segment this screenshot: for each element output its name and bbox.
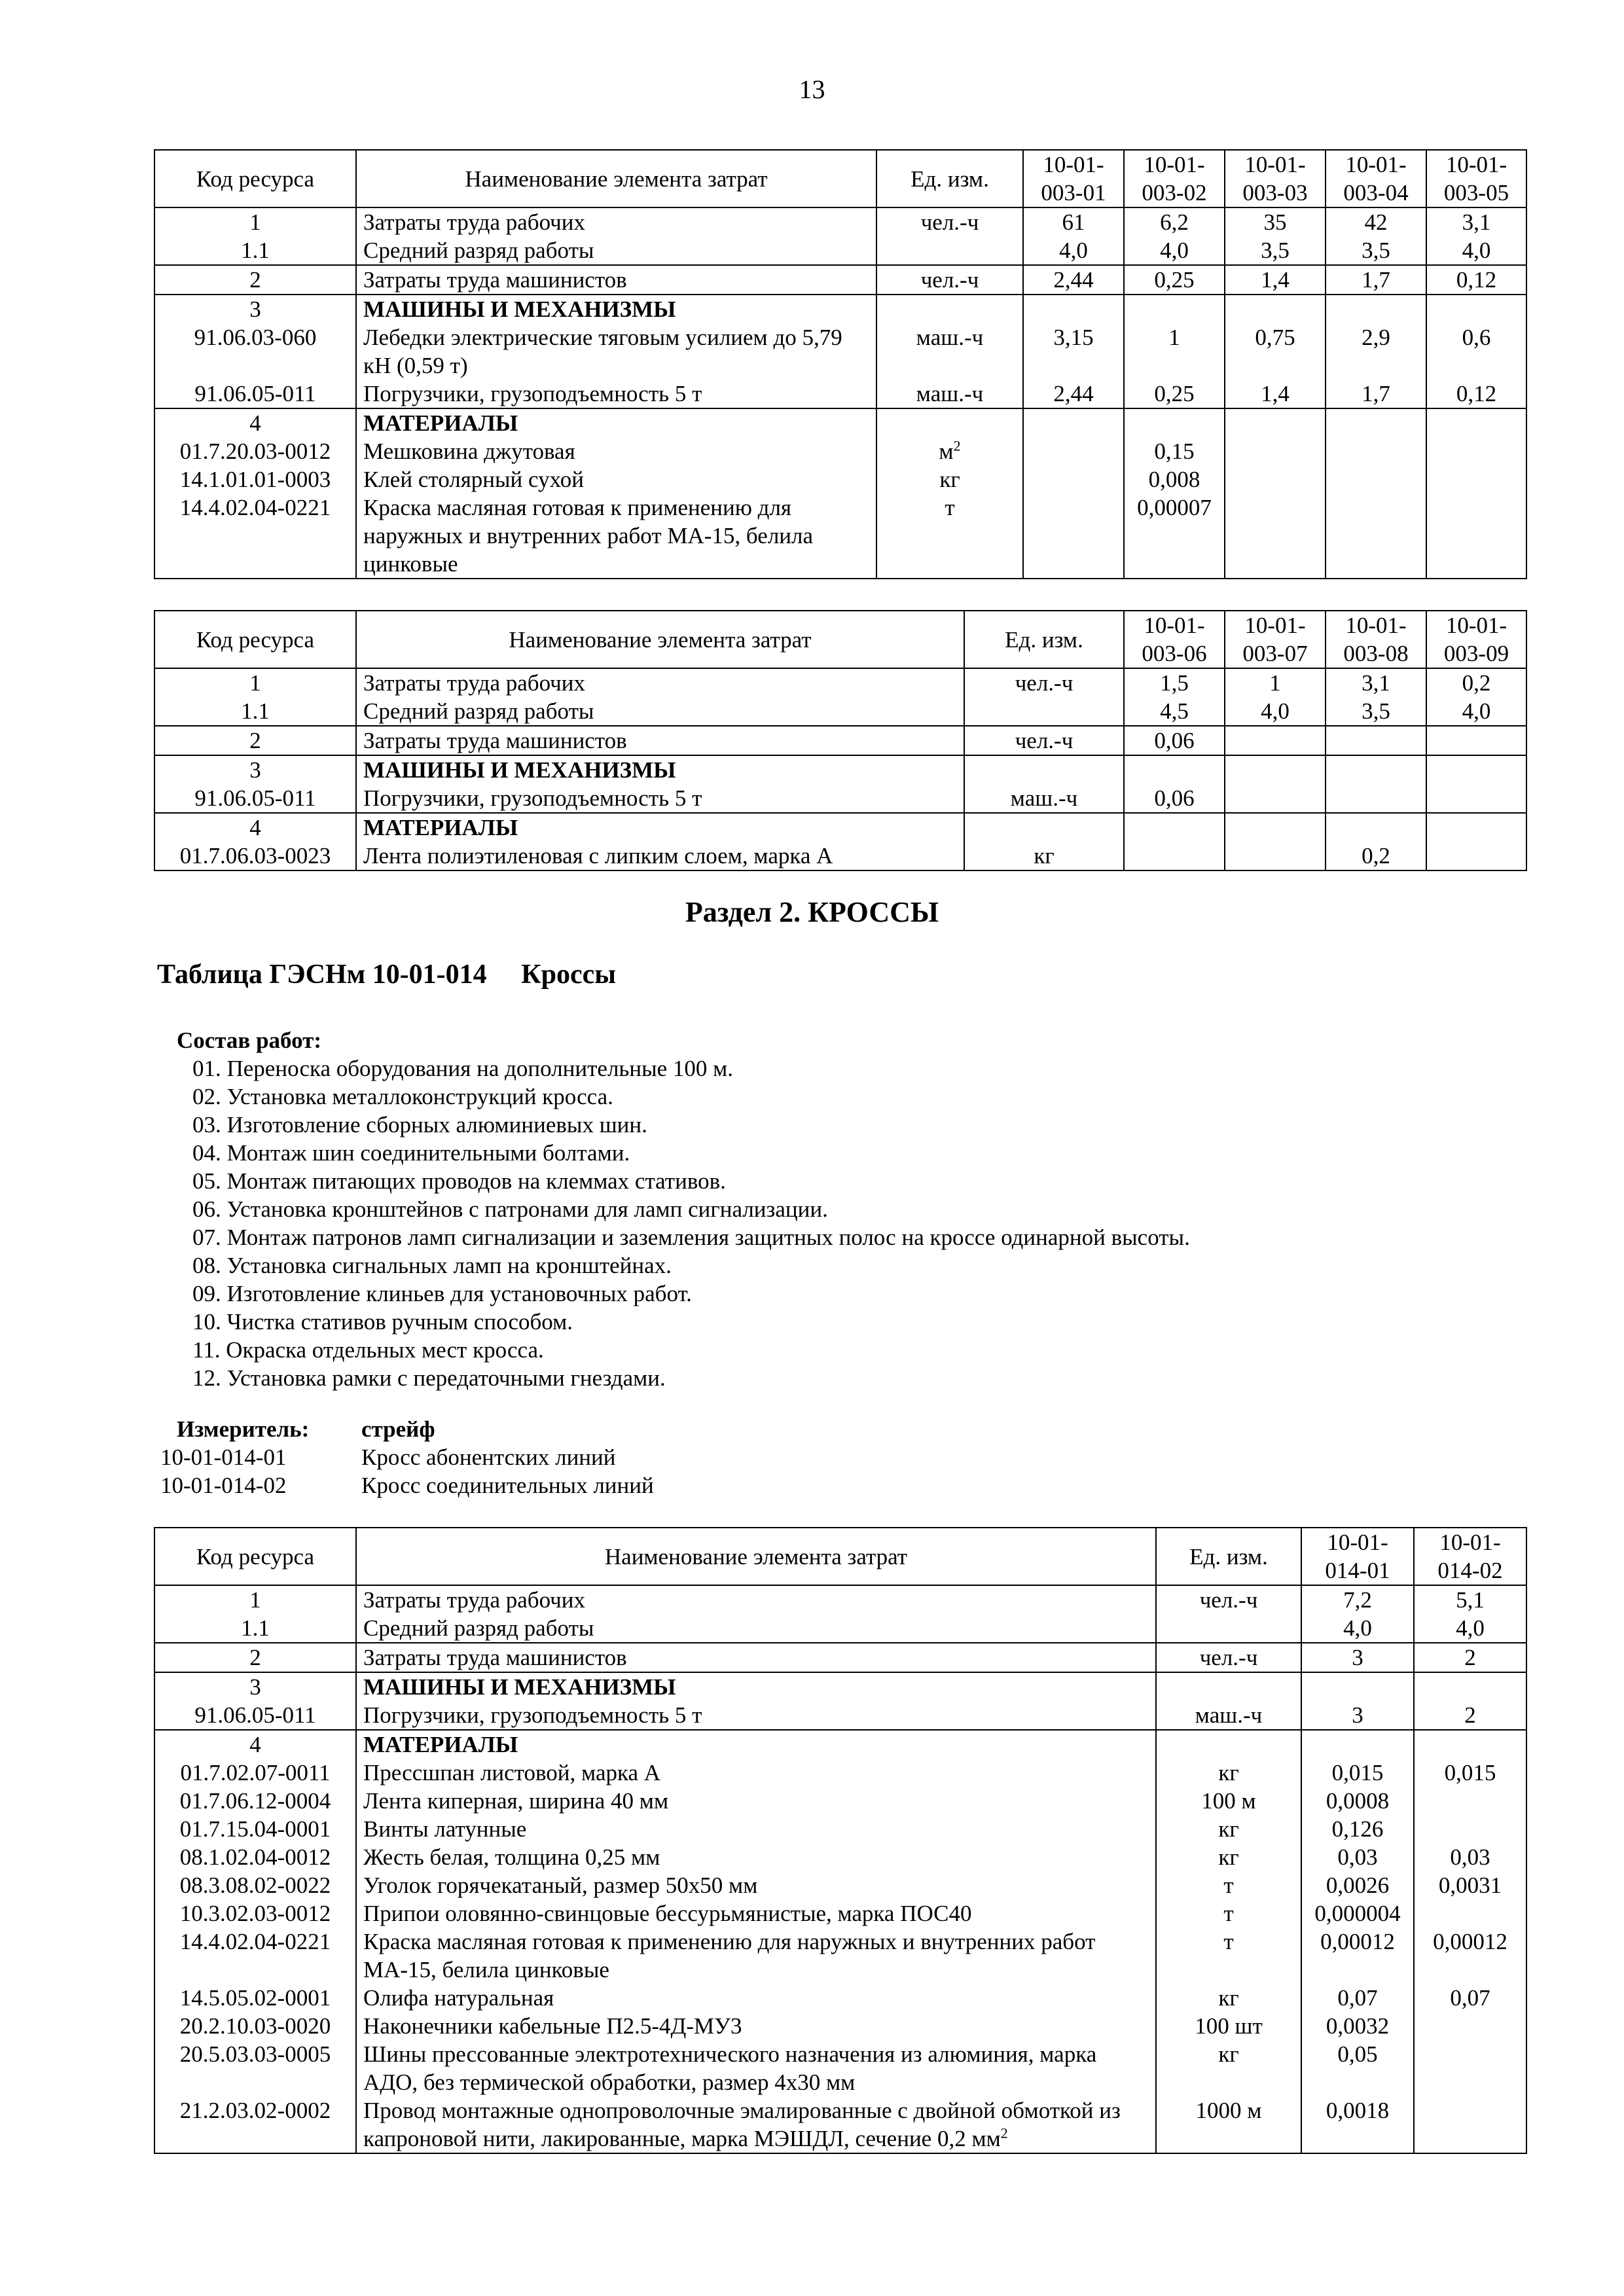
row-value: 7,2 [1343, 1587, 1372, 1613]
row-value: 3 [1352, 1702, 1363, 1728]
row-code: 1 [154, 207, 356, 236]
row-code: 4 [249, 410, 261, 436]
row-value: 0,0018 [1326, 2098, 1390, 2123]
row-code: 91.06.05-011 [194, 785, 316, 811]
row-value: 2,44 [1053, 381, 1094, 406]
unit-superscript: 2 [953, 437, 961, 454]
header-col: 10-01-003-08 [1326, 611, 1426, 668]
row-code: 2 [154, 726, 356, 755]
group-heading: МАТЕРИАЛЫ [363, 1732, 518, 1757]
row-value: 0,0031 [1438, 1873, 1502, 1898]
row-unit: 100 шт [1195, 2013, 1263, 2039]
row-code: 14.4.02.04-0221 [179, 495, 331, 520]
list-item: 08. Установка сигнальных ламп на кронштейнах. [192, 1253, 672, 1278]
row-code: 1.1 [241, 698, 270, 724]
row-value: 4,0 [1426, 236, 1526, 265]
row-value: 0,00012 [1433, 1929, 1507, 1954]
meter-code: 10-01-014-02 [160, 1473, 287, 1498]
row-code: 08.3.08.02-0022 [179, 1873, 331, 1898]
row-name: Средний разряд работы [363, 1615, 594, 1641]
header-col: 10-01-003-02 [1124, 150, 1225, 207]
list-item: 09. Изготовление клиньев для установочных работ. [192, 1281, 692, 1306]
row-value: 0,03 [1450, 1844, 1490, 1870]
row-name: Затраты труда машинистов [356, 726, 964, 755]
table-row [154, 726, 1526, 755]
page-number: 13 [799, 75, 825, 104]
table-row [154, 265, 1526, 295]
header-col: 10-01-003-03 [1225, 150, 1326, 207]
row-name: Лента киперная, ширина 40 мм [363, 1788, 669, 1814]
row-value: 35 [1225, 207, 1326, 236]
row-code: 4 [249, 1732, 261, 1757]
row-code: 21.2.03.02-0002 [179, 2098, 331, 2123]
header-col: 10-01-003-09 [1426, 611, 1526, 668]
header-name: Наименование элемента затрат [356, 1528, 1156, 1585]
row-value: 0,015 [1331, 1760, 1384, 1785]
row-code: 01.7.02.07-0011 [180, 1760, 331, 1785]
row-value: 0,2 [1462, 670, 1491, 696]
row-name: Жесть белая, толщина 0,25 мм [363, 1844, 660, 1870]
row-code: 3 [249, 757, 261, 783]
meter-name: Кросс соединительных линий [361, 1473, 654, 1498]
row-value: 0,12 [1426, 265, 1526, 295]
row-code: 1.1 [241, 1615, 270, 1641]
resource-table-2 [154, 610, 1527, 871]
row-name: Краска масляная готовая к применению для наружных и внутренних работ МА-15, белила цинковые [363, 495, 814, 577]
row-value: 3,5 [1362, 698, 1390, 724]
row-code: 3 [249, 1674, 261, 1700]
row-value: 3,1 [1362, 670, 1390, 696]
row-value: 4,0 [1462, 698, 1491, 724]
table-row [154, 813, 1526, 870]
row-unit: чел.-ч [1156, 1643, 1301, 1672]
table-row [154, 236, 1526, 265]
works-heading: Состав работ: [177, 1028, 321, 1053]
row-code: 1 [249, 1587, 261, 1613]
row-value: 61 [1023, 207, 1124, 236]
row-value: 0,0008 [1326, 1788, 1390, 1814]
list-item: 10. Чистка стативов ручным способом. [192, 1309, 573, 1335]
list-item: 07. Монтаж патронов ламп сигнализации и заземления защитных полос на кроссе одинарной высоты. [192, 1225, 1190, 1250]
table-row [154, 295, 1526, 408]
row-code: 91.06.05-011 [194, 1702, 316, 1728]
row-name: Затраты труда рабочих [363, 1587, 585, 1613]
header-unit: Ед. изм. [964, 611, 1124, 668]
row-name: Средний разряд работы [363, 698, 594, 724]
row-unit: т [1223, 1873, 1234, 1898]
row-value: 5,1 [1456, 1587, 1485, 1613]
header-code: Код ресурса [154, 611, 356, 668]
section-title: Раздел 2. КРОССЫ [685, 896, 939, 928]
table-row [154, 1643, 1526, 1672]
row-value: 3,1 [1426, 207, 1526, 236]
table-row [154, 1672, 1526, 1730]
row-value: 0,0032 [1326, 2013, 1390, 2039]
row-value: 42 [1326, 207, 1426, 236]
row-unit: 100 м [1201, 1788, 1256, 1814]
row-unit: м [939, 439, 954, 464]
row-value: 0,06 [1154, 785, 1195, 811]
row-value: 0,126 [1331, 1816, 1384, 1842]
row-unit: маш.-ч [1010, 785, 1078, 811]
row-unit: кг [1218, 1844, 1239, 1870]
row-unit: кг [1218, 2041, 1239, 2067]
row-value: 0,25 [1124, 265, 1225, 295]
row-code: 3 [249, 296, 261, 322]
row-unit: маш.-ч [916, 325, 984, 350]
row-value: 1,7 [1326, 265, 1426, 295]
meter-block [160, 1415, 1142, 1499]
row-value: 0,6 [1462, 325, 1491, 350]
row-value: 2 [1464, 1702, 1476, 1728]
row-value: 4,0 [1261, 698, 1290, 724]
row-value: 0,05 [1337, 2041, 1378, 2067]
row-name: Средний разряд работы [356, 236, 876, 265]
row-name: Лента полиэтиленовая с липким слоем, марка А [363, 843, 833, 869]
list-item: 05. Монтаж питающих проводов на клеммах стативов. [192, 1168, 726, 1194]
table-row [154, 668, 1526, 726]
table-title: Таблица ГЭСНм 10-01-014 Кроссы [157, 960, 617, 990]
row-code: 4 [249, 815, 261, 840]
row-value: 0,0026 [1326, 1873, 1390, 1898]
row-name: Погрузчики, грузоподъемность 5 т [363, 1702, 702, 1728]
row-value: 0,008 [1148, 467, 1200, 492]
row-unit: кг [939, 467, 960, 492]
row-unit: чел.-ч [964, 726, 1124, 755]
header-name: Наименование элемента затрат [356, 150, 876, 207]
row-code: 91.06.05-011 [194, 381, 316, 406]
row-code: 01.7.20.03-0012 [179, 439, 331, 464]
header-code: Код ресурса [154, 150, 356, 207]
list-item: 03. Изготовление сборных алюминиевых шин. [192, 1112, 647, 1138]
row-value: 3,5 [1326, 236, 1426, 265]
row-code: 1.1 [154, 236, 356, 265]
header-col: 10-01-003-01 [1023, 150, 1124, 207]
row-name: Погрузчики, грузоподъемность 5 т [363, 381, 702, 406]
row-value: 2 [1414, 1643, 1526, 1672]
header-col: 10-01-003-07 [1225, 611, 1326, 668]
list-item: 11. Окраска отдельных мест кросса. [192, 1337, 544, 1363]
header-code: Код ресурса [154, 1528, 356, 1585]
list-item: 06. Установка кронштейнов с патронами для ламп сигнализации. [192, 1196, 828, 1222]
row-value: 2,44 [1023, 265, 1124, 295]
row-code: 91.06.03-060 [194, 325, 317, 350]
row-value: 3 [1301, 1643, 1414, 1672]
row-code: 14.1.01.01-0003 [179, 467, 331, 492]
row-name: Лебедки электрические тяговым усилием до 5,79 кН (0,59 т) [363, 325, 842, 378]
row-unit: кг [1218, 1760, 1239, 1785]
row-code: 20.2.10.03-0020 [179, 2013, 331, 2039]
row-value: 4,0 [1124, 236, 1225, 265]
row-name: Клей столярный сухой [363, 467, 584, 492]
row-name: Краска масляная готовая к применению для наружных и внутренних работ МА-15, белила цинковые [363, 1929, 1096, 1982]
row-value: 0,06 [1124, 726, 1225, 755]
header-col: 10-01-003-06 [1124, 611, 1225, 668]
row-code: 2 [154, 1643, 356, 1672]
row-unit: чел.-ч [1199, 1587, 1258, 1613]
meter-code: 10-01-014-01 [160, 1444, 287, 1470]
row-unit: т [1223, 1929, 1234, 1954]
row-name: Затраты труда рабочих [363, 670, 585, 696]
row-value: 3,15 [1053, 325, 1094, 350]
row-value: 4,0 [1456, 1615, 1485, 1641]
row-unit: кг [1218, 1985, 1239, 2011]
row-unit: чел.-ч [876, 207, 1023, 236]
header-col: 10-01-014-01 [1301, 1528, 1414, 1585]
row-name: Провод монтажные однопроволочные эмалированные с двойной обмоткой из капроновой нити, лакированные, марка МЭШДЛ, сечение 0,2 мм [363, 2098, 1121, 2151]
row-name: Мешковина джутовая [363, 439, 575, 464]
works-list [177, 1026, 1486, 1392]
row-value: 0,15 [1154, 439, 1195, 464]
row-value: 2,9 [1362, 325, 1390, 350]
row-name: Уголок горячекатаный, размер 50х50 мм [363, 1873, 758, 1898]
row-unit: чел.-ч [1015, 670, 1074, 696]
meter-value: стрейф [361, 1416, 435, 1442]
row-value: 6,2 [1124, 207, 1225, 236]
header-col: 10-01-014-02 [1414, 1528, 1526, 1585]
row-unit: т [1223, 1901, 1234, 1926]
group-heading: МАШИНЫ И МЕХАНИЗМЫ [363, 757, 676, 783]
row-code: 08.1.02.04-0012 [179, 1844, 331, 1870]
meter-name: Кросс абонентских линий [361, 1444, 616, 1470]
resource-table-1 [154, 149, 1527, 579]
row-name: Винты латунные [363, 1816, 527, 1842]
row-code: 01.7.06.03-0023 [179, 843, 331, 869]
row-value: 0,00007 [1137, 495, 1212, 520]
row-name: Олифа натуральная [363, 1985, 554, 2011]
resource-table-3 [154, 1527, 1527, 2154]
table-row [154, 207, 1526, 236]
row-code: 1 [249, 670, 261, 696]
list-item: 12. Установка рамки с передаточными гнездами. [192, 1365, 666, 1391]
row-unit [876, 236, 1023, 265]
row-value: 0,03 [1337, 1844, 1378, 1870]
group-heading: МАШИНЫ И МЕХАНИЗМЫ [363, 1674, 676, 1700]
group-heading: МАТЕРИАЛЫ [363, 410, 518, 436]
row-value: 1 [1269, 670, 1281, 696]
header-col: 10-01-003-05 [1426, 150, 1526, 207]
row-value: 0,000004 [1314, 1901, 1401, 1926]
row-unit: чел.-ч [876, 265, 1023, 295]
row-code: 14.4.02.04-0221 [179, 1929, 331, 1954]
header-unit: Ед. изм. [1156, 1528, 1301, 1585]
row-code: 01.7.15.04-0001 [179, 1816, 331, 1842]
row-code: 10.3.02.03-0012 [179, 1901, 331, 1926]
row-unit: кг [1218, 1816, 1239, 1842]
table-row [154, 408, 1526, 579]
group-heading: МАШИНЫ И МЕХАНИЗМЫ [363, 296, 676, 322]
row-value: 0,75 [1255, 325, 1295, 350]
row-code: 2 [154, 265, 356, 295]
list-item: 04. Монтаж шин соединительными болтами. [192, 1140, 630, 1166]
row-value: 0,00012 [1320, 1929, 1395, 1954]
row-value: 0,25 [1154, 381, 1195, 406]
row-value: 0,12 [1456, 381, 1497, 406]
table-row [154, 1730, 1526, 2153]
row-value: 1,5 [1160, 670, 1189, 696]
row-name: Затраты труда машинистов [356, 265, 876, 295]
row-value: 4,0 [1023, 236, 1124, 265]
table-row [154, 755, 1526, 813]
row-name: Наконечники кабельные П2.5-4Д-МУ3 [363, 2013, 742, 2039]
row-unit: т [945, 495, 955, 520]
row-value: 0,07 [1450, 1985, 1490, 2011]
list-item: 01. Переноска оборудования на дополнительные 100 м. [192, 1056, 734, 1081]
row-code: 01.7.06.12-0004 [179, 1788, 331, 1814]
table-row [154, 1585, 1526, 1643]
unit-superscript: 2 [1000, 2125, 1008, 2142]
row-value: 0,07 [1337, 1985, 1378, 2011]
header-name: Наименование элемента затрат [356, 611, 964, 668]
header-col: 10-01-003-04 [1326, 150, 1426, 207]
row-name: Прессшпан листовой, марка А [363, 1760, 661, 1785]
row-name: Шины прессованные электротехнического назначения из алюминия, марка АДО, без термической обработки, размер 4х30 мм [363, 2041, 1097, 2095]
row-code: 20.5.03.03-0005 [179, 2041, 331, 2067]
row-name: Припои оловянно-свинцовые бессурьмянистые, марка ПОС40 [363, 1901, 972, 1926]
row-value: 1,4 [1261, 381, 1290, 406]
row-name: Затраты труда рабочих [356, 207, 876, 236]
row-value: 1,7 [1362, 381, 1390, 406]
list-item: 02. Установка металлоконструкций кросса. [192, 1084, 613, 1109]
row-value: 4,0 [1343, 1615, 1372, 1641]
row-unit: кг [1034, 843, 1055, 869]
row-value: 1 [1168, 325, 1180, 350]
row-name: Погрузчики, грузоподъемность 5 т [363, 785, 702, 811]
row-value: 0,2 [1362, 843, 1390, 869]
row-value: 4,5 [1160, 698, 1189, 724]
row-unit: маш.-ч [1195, 1702, 1263, 1728]
header-unit: Ед. изм. [876, 150, 1023, 207]
row-unit: 1000 м [1195, 2098, 1262, 2123]
row-value: 0,015 [1444, 1760, 1496, 1785]
row-unit: маш.-ч [916, 381, 984, 406]
row-code: 14.5.05.02-0001 [179, 1985, 331, 2011]
meter-label: Измеритель: [177, 1416, 310, 1442]
row-value: 1,4 [1225, 265, 1326, 295]
row-name: Затраты труда машинистов [356, 1643, 1156, 1672]
row-value: 3,5 [1225, 236, 1326, 265]
group-heading: МАТЕРИАЛЫ [363, 815, 518, 840]
